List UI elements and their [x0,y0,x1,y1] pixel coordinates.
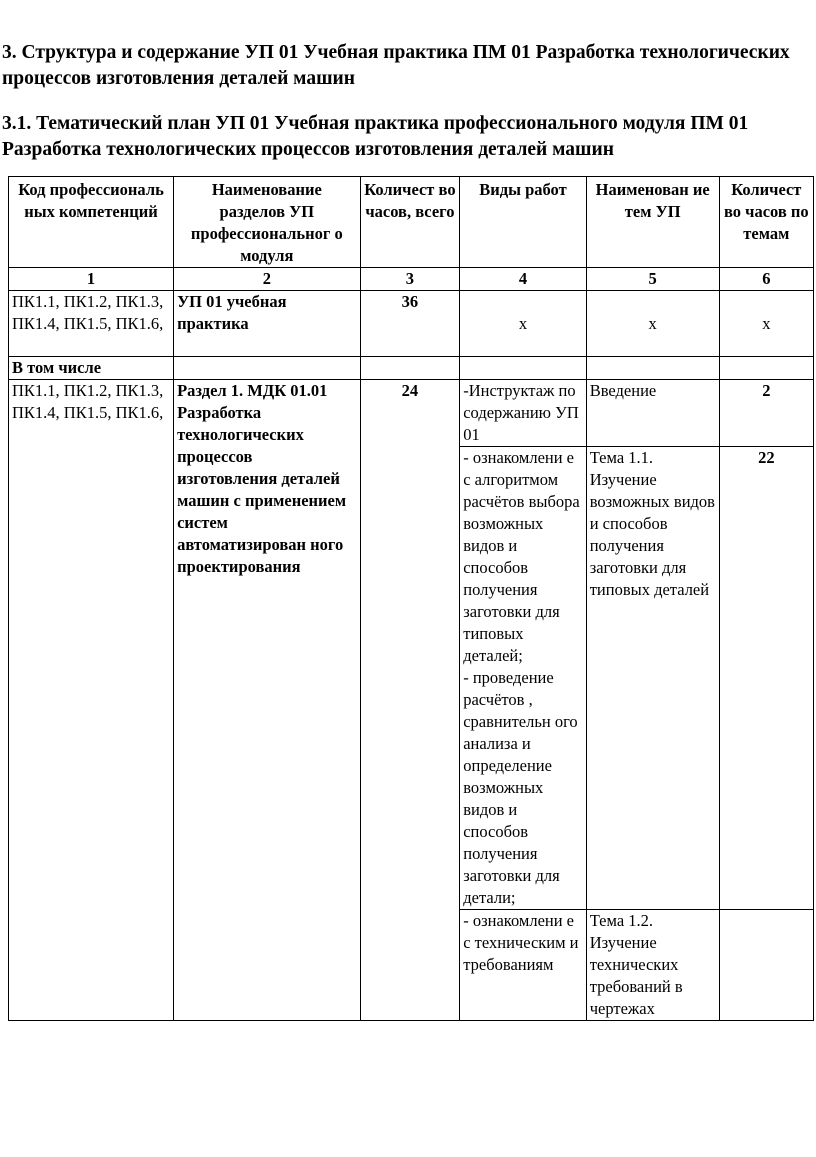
column-number: 2 [174,268,361,291]
thematic-plan-table [8,176,814,1021]
topic-introduction-hours: 2 [719,380,813,447]
work-type-topic-1-1: - ознакомлени е с алгоритмом расчётов выбора возможных видов и способов получения заготовки для типовых деталей; - проведение расчётов , сравнительн ого анализа и определение возможных видов и способов получения заготовки для детали; [460,447,586,910]
column-number: 1 [9,268,174,291]
header-section-name: Наименование разделов УП профессиональног о модуля [174,177,361,268]
including-label: В том числе [9,357,174,380]
empty-cell [174,357,361,380]
column-number: 4 [460,268,586,291]
header-total-hours: Количест во часов, всего [360,177,460,268]
column-number: 5 [586,268,719,291]
topic-introduction: Введение [586,380,719,447]
topic-1-1-hours: 22 [719,447,813,910]
empty-cell [719,357,813,380]
practice-work-types: х [460,291,586,357]
header-competency-code: Код профессиональ ных компетенций [9,177,174,268]
column-number: 3 [360,268,460,291]
header-topic-hours: Количест во часов по темам [719,177,813,268]
table-row-including [9,357,814,380]
header-work-types: Виды работ [460,177,586,268]
practice-topic-hours: х [719,291,813,357]
practice-topic: х [586,291,719,357]
empty-cell [586,357,719,380]
work-type-topic-1-2: - ознакомлени е с техническим и требованиям [460,910,586,1021]
header-topic-name: Наименован ие тем УП [586,177,719,268]
practice-total-hours: 36 [360,291,460,357]
competency-codes: ПК1.1, ПК1.2, ПК1.3, ПК1.4, ПК1.5, ПК1.6, [9,291,174,357]
table-row-section [9,380,814,447]
subsection-heading: 3.1. Тематический план УП 01 Учебная практика профессионального модуля ПМ 01 Разработка технологических процессов изготовления деталей машин [2,113,749,160]
empty-cell [460,357,586,380]
topic-1-2: Тема 1.2. Изучение технических требований в чертежах [586,910,719,1021]
empty-cell [360,357,460,380]
practice-name: УП 01 учебная практика [174,291,361,357]
column-number: 6 [719,268,813,291]
column-number-row [9,268,814,291]
section-name: Раздел 1. МДК 01.01 Разработка технологических процессов изготовления деталей машин с применением систем автоматизирован ного проектирования [174,380,361,1021]
topic-1-2-hours [719,910,813,1021]
table-row-practice [9,291,814,357]
topic-1-1: Тема 1.1. Изучение возможных видов и способов получения заготовки для типовых деталей [586,447,719,910]
work-type-instruction: -Инструктаж по содержанию УП 01 [460,380,586,447]
section-competency-codes: ПК1.1, ПК1.2, ПК1.3, ПК1.4, ПК1.5, ПК1.6, [9,380,174,1021]
section-heading: 3. Структура и содержание УП 01 Учебная практика ПМ 01 Разработка технологических процессов изготовления деталей машин [2,42,790,89]
table-header-row [9,177,814,268]
section-total-hours: 24 [360,380,460,1021]
